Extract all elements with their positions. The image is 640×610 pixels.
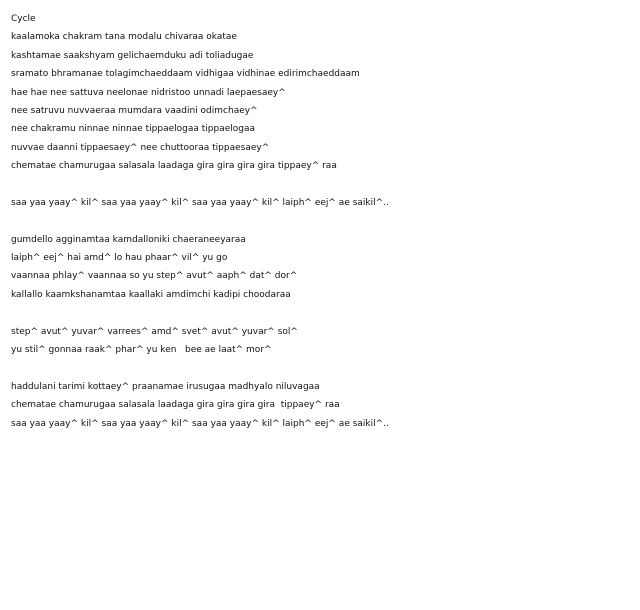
lyric-line: yu stil^ gonnaa raak^ phar^ yu ken bee ae laat^ mor^ [11,345,272,356]
lyric-line: nuvvae daanni tippaesaey^ nee chuttooraa tippaesaey^ [11,142,270,153]
lyric-line: vaannaa phlay^ vaannaa so yu step^ avut^ aaph^ dat^ dor^ [11,271,298,282]
lyric-line: chematae chamurugaa salasala laadaga gira gira gira gira tippaey^ raa [11,400,340,411]
lyrics-document [11,10,636,433]
stanza-gap [11,359,636,377]
lyric-line: step^ avut^ yuvar^ varrees^ amd^ svet^ avut^ yuvar^ sol^ [11,326,298,337]
stanza-gap [11,176,636,194]
lyric-line: kallallo kaamkshanamtaa kaallaki amdimchi kadipi choodaraa [11,289,291,300]
stanza-gap [11,212,636,230]
lyric-line: kashtamae saakshyam gelichaemduku adi toliadugae [11,50,254,61]
lyric-line: gumdello agginamtaa kamdalloniki chaeraneeyaraa [11,234,246,245]
lyric-line: nee chakramu ninnae ninnae tippaelogaa tippaelogaa [11,124,255,135]
lyric-line: hae hae nee sattuva neelonae nidristoo unnadi laepaesaey^ [11,87,286,98]
chorus-line: saa yaa yaay^ kil^ saa yaa yaay^ kil^ saa yaa yaay^ kil^ laiph^ eej^ ae saikil^.. [11,197,389,208]
lyric-line: nee satruvu nuvvaeraa mumdara vaadini odimchaey^ [11,105,258,116]
lyric-line: laiph^ eej^ hai amd^ lo hau phaar^ vil^ yu go [11,253,228,264]
chorus-line: saa yaa yaay^ kil^ saa yaa yaay^ kil^ saa yaa yaay^ kil^ laiph^ eej^ ae saikil^.. [11,418,389,429]
lyric-line: chematae chamurugaa salasala laadaga gira gira gira gira tippaey^ raa [11,161,337,172]
lyric-line: haddulani tarimi kottaey^ praanamae irusugaa madhyalo niluvagaa [11,381,320,392]
lyric-line: kaalamoka chakram tana modalu chivaraa okatae [11,32,237,43]
lyric-line: sramato bhramanae tolagimchaeddaam vidhigaa vidhinae edirimchaeddaam [11,69,360,80]
document-title: Cycle [11,14,36,24]
stanza-gap [11,304,636,322]
